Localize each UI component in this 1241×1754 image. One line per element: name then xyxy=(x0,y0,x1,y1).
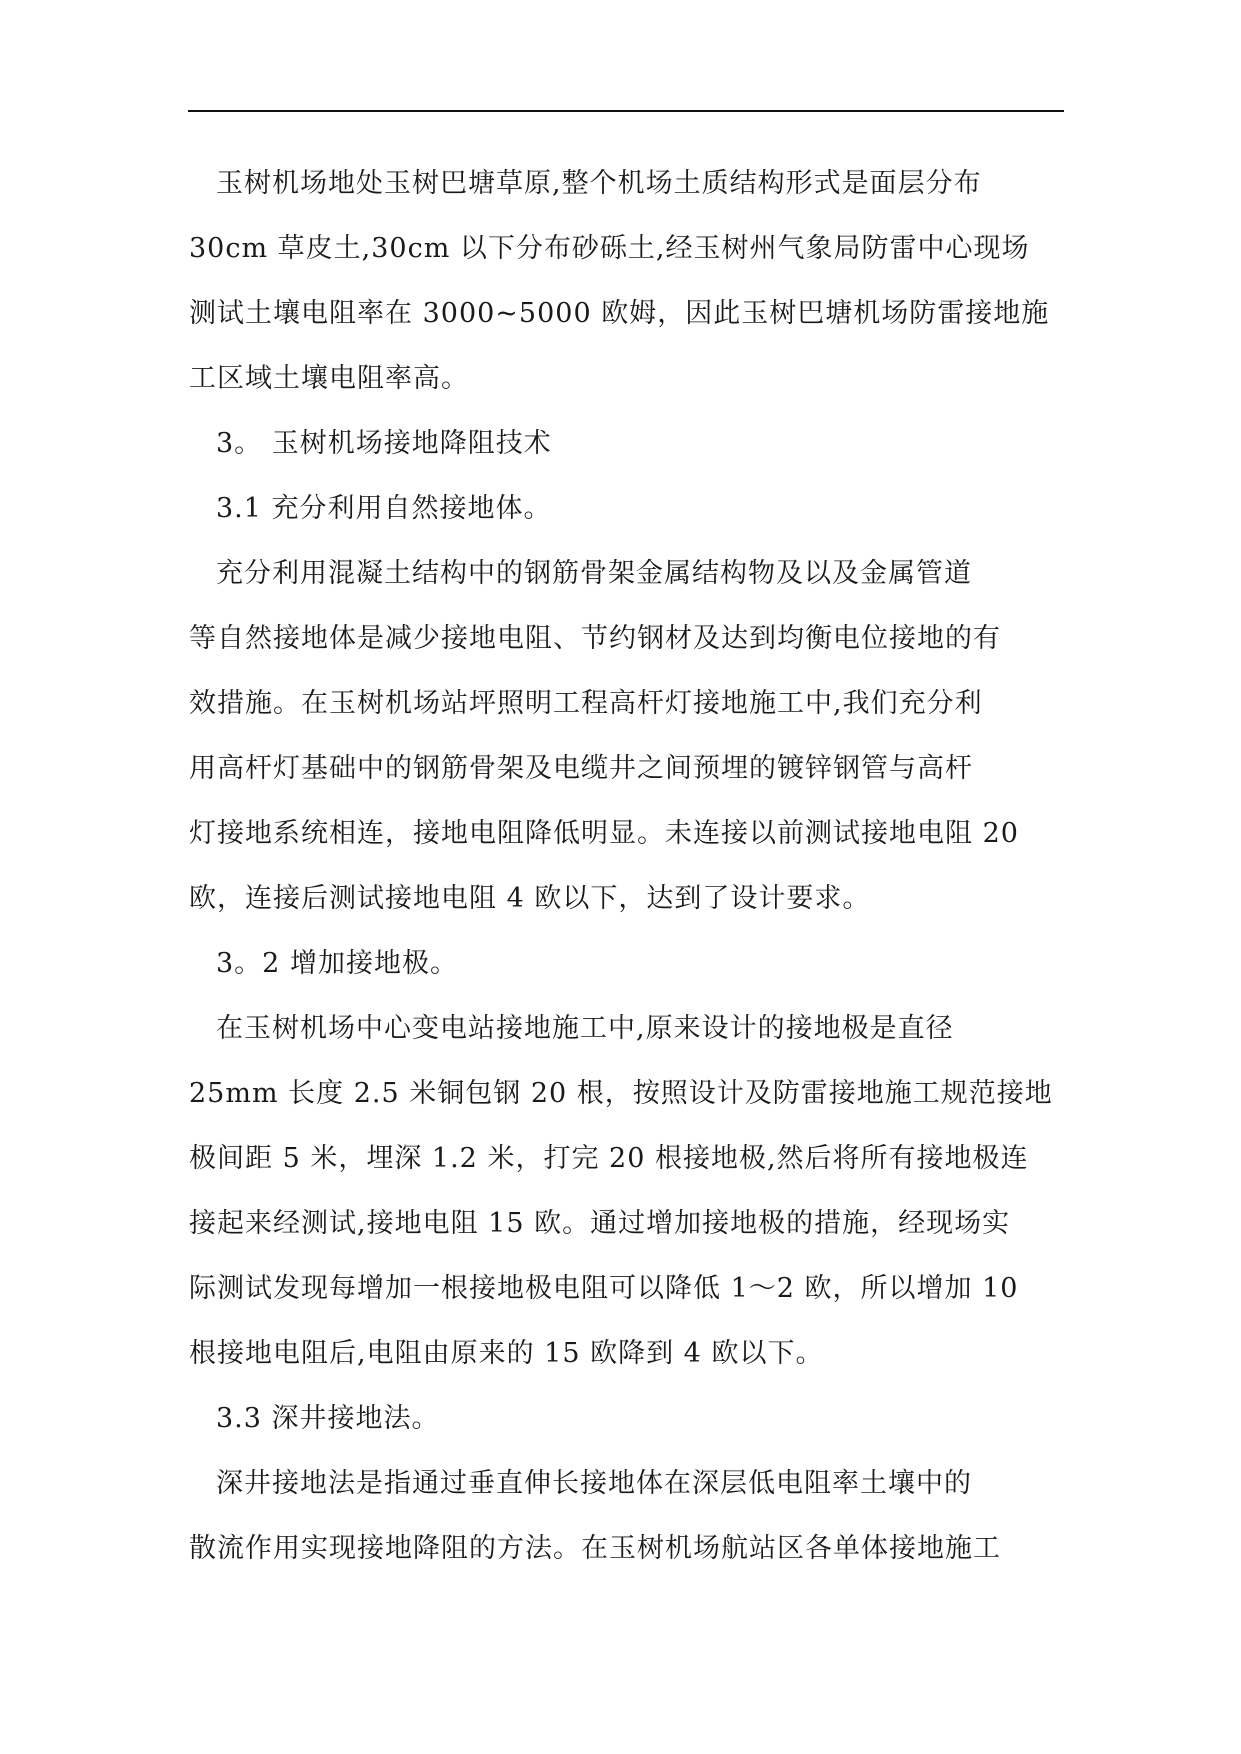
paragraph-line: 玉树机场地处玉树巴塘草原,整个机场土质结构形式是面层分布 xyxy=(216,168,982,199)
subsection-heading: 3.3 深井接地法。 xyxy=(216,1403,440,1434)
paragraph-line: 散流作用实现接地降阻的方法。在玉树机场航站区各单体接地施工 xyxy=(189,1533,1001,1564)
document-body xyxy=(189,161,1069,1591)
subsection-heading: 3.1 充分利用自然接地体。 xyxy=(216,493,552,524)
paragraph-line: 根接地电阻后,电阻由原来的 15 欧降到 4 欧以下。 xyxy=(189,1338,824,1369)
paragraph-line: 欧，连接后测试接地电阻 4 欧以下，达到了设计要求。 xyxy=(189,883,871,914)
paragraph-line: 接起来经测试,接地电阻 15 欧。通过增加接地极的措施，经现场实 xyxy=(189,1208,1011,1239)
paragraph-line: 深井接地法是指通过垂直伸长接地体在深层低电阻率土壤中的 xyxy=(216,1468,972,1499)
paragraph-line: 工区域土壤电阻率高。 xyxy=(189,363,469,394)
paragraph-line: 30cm 草皮土,30cm 以下分布砂砾土,经玉树州气象局防雷中心现场 xyxy=(189,233,1030,264)
paragraph-line: 在玉树机场中心变电站接地施工中,原来设计的接地极是直径 xyxy=(216,1013,954,1044)
header-rule xyxy=(188,110,1064,112)
paragraph-line: 充分利用混凝土结构中的钢筋骨架金属结构物及以及金属管道 xyxy=(216,558,972,589)
paragraph-line: 际测试发现每增加一根接地极电阻可以降低 1～2 欧，所以增加 10 xyxy=(189,1273,1019,1304)
paragraph-line: 效措施。在玉树机场站坪照明工程高杆灯接地施工中,我们充分利 xyxy=(189,688,983,719)
paragraph-line: 极间距 5 米，埋深 1.2 米，打完 20 根接地极,然后将所有接地极连 xyxy=(189,1143,1029,1174)
paragraph-line: 用高杆灯基础中的钢筋骨架及电缆井之间预埋的镀锌钢管与高杆 xyxy=(189,753,973,784)
paragraph-line: 灯接地系统相连，接地电阻降低明显。未连接以前测试接地电阻 20 xyxy=(189,818,1019,849)
paragraph-line: 等自然接地体是减少接地电阻、节约钢材及达到均衡电位接地的有 xyxy=(189,623,1001,654)
section-heading: 3。 玉树机场接地降阻技术 xyxy=(216,428,552,459)
subsection-heading: 3。2 增加接地极。 xyxy=(216,948,458,979)
paragraph-line: 25mm 长度 2.5 米铜包钢 20 根，按照设计及防雷接地施工规范接地 xyxy=(189,1078,1053,1109)
paragraph-line: 测试土壤电阻率在 3000~5000 欧姆，因此玉树巴塘机场防雷接地施 xyxy=(189,298,1050,329)
